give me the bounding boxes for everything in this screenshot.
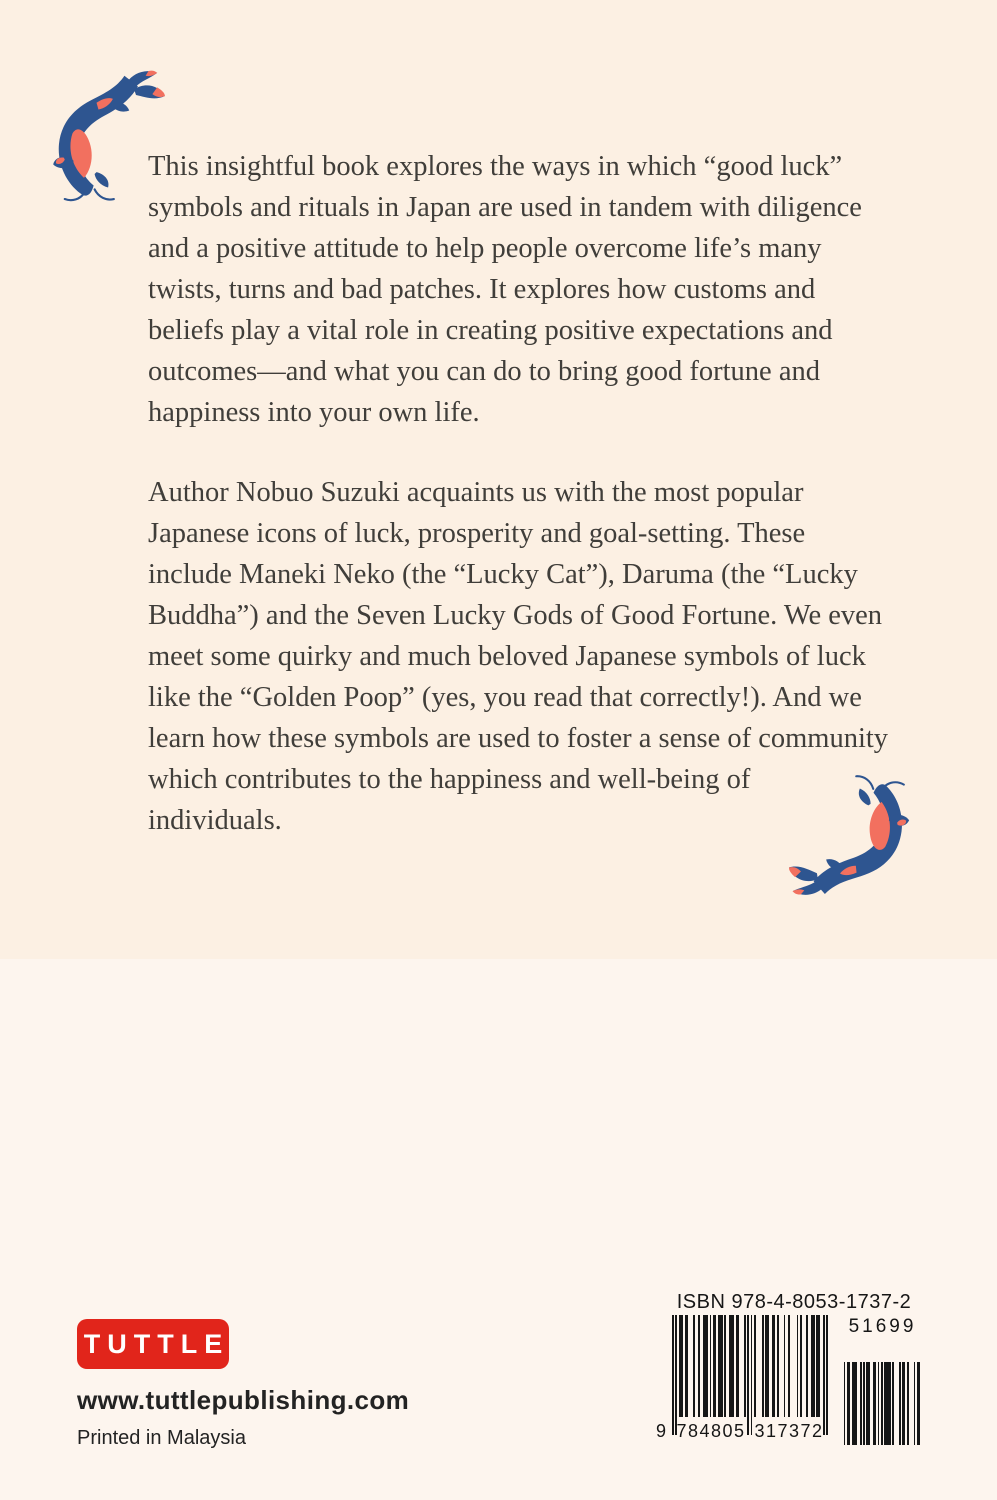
book-blurb xyxy=(148,146,890,841)
addon-label: 51699 xyxy=(848,1316,917,1337)
ean-digits-right: 317372 xyxy=(754,1421,824,1441)
ean-digits-left: 784805 xyxy=(676,1421,746,1441)
blurb-paragraph-1: This insightful book explores the ways in which “good luck” symbols and rituals in Japan are used in tandem with diligence and a positive attitude to help people overcome life’s many twists, turns and bad patches. It explores how customs and beliefs play a vital role in creating positive expectations and outcomes—and what you can do to bring good fortune and happiness into your own life. xyxy=(148,151,862,428)
koi-fish-icon xyxy=(780,766,918,913)
ean13-barcode xyxy=(656,1315,828,1441)
isbn-label: ISBN 978-4-8053-1737-2 xyxy=(676,1291,912,1313)
blurb-paragraph-2: Author Nobuo Suzuki acquaints us with the most popular Japanese icons of luck, prosperity and goal-setting. These include Maneki Neko (the “Lucky Cat”), Daruma (the “Lucky Buddha”) and the Seven Lucky Gods of Good Fortune. We even meet some quirky and much beloved Japanese symbols of luck like the “Golden Poop” (yes, you read that correctly!). And we learn how these symbols are used to foster a sense of community which contributes to the happiness and well-being of individuals. xyxy=(148,477,889,836)
publisher-footer xyxy=(77,1319,409,1450)
publisher-website: www.tuttlepublishing.com xyxy=(77,1385,410,1415)
tuttle-logo-label: TUTTLE xyxy=(83,1328,230,1359)
ean13-digits xyxy=(656,1421,828,1441)
addon-bars xyxy=(842,1362,920,1445)
price-addon-barcode xyxy=(842,1317,920,1337)
ean-digit-first: 9 xyxy=(656,1421,667,1441)
barcode-block xyxy=(656,1291,922,1448)
tuttle-logo xyxy=(77,1319,229,1369)
printed-in-note: Printed in Malaysia xyxy=(77,1427,246,1449)
